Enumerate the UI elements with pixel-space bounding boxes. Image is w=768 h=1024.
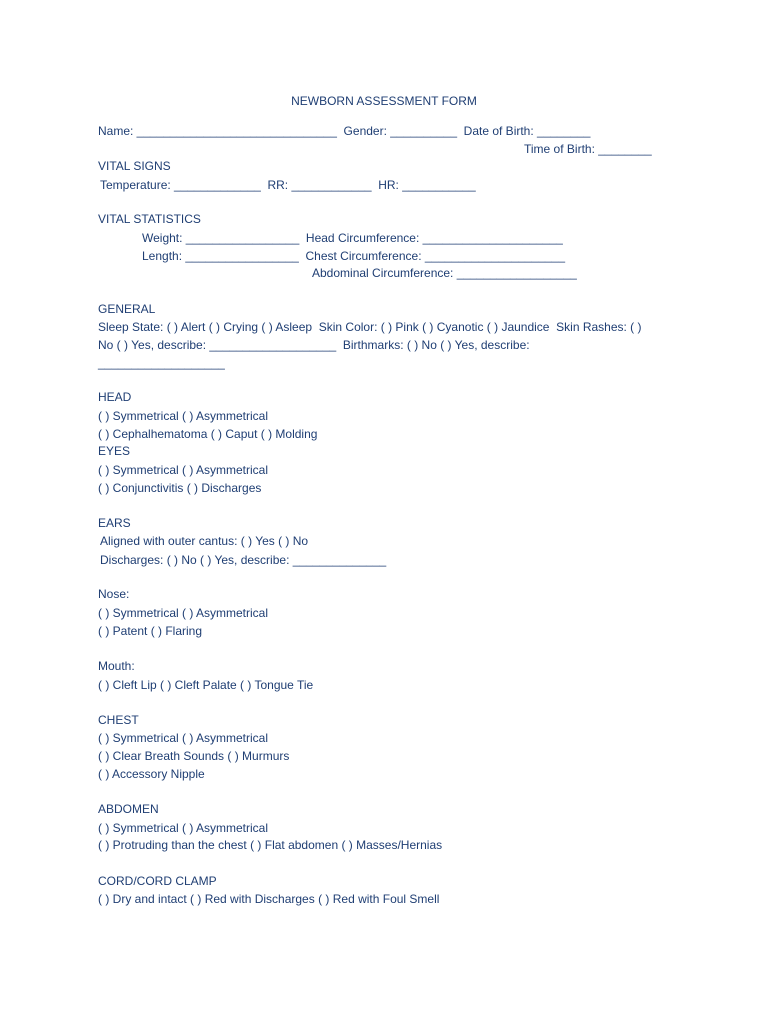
nose-line-1: ( ) Symmetrical ( ) Asymmetrical	[98, 606, 269, 620]
nose-heading: Nose:	[98, 587, 130, 601]
head-heading: HEAD	[98, 390, 132, 404]
cord-line-1: ( ) Dry and intact ( ) Red with Discharges ( ) Red with Foul Smell	[98, 892, 440, 906]
chest-line-1: ( ) Symmetrical ( ) Asymmetrical	[98, 731, 269, 745]
vital-signs-heading: VITAL SIGNS	[98, 159, 171, 173]
vital-statistics-heading: VITAL STATISTICS	[98, 212, 201, 226]
abdomen-line-1: ( ) Symmetrical ( ) Asymmetrical	[98, 821, 269, 835]
general-line-2: No ( ) Yes, describe: ___________________ Birthmarks: ( ) No ( ) Yes, describe:	[98, 338, 530, 352]
ears-line-1: Aligned with outer cantus: ( ) Yes ( ) No	[100, 534, 309, 548]
eyes-line-1: ( ) Symmetrical ( ) Asymmetrical	[98, 463, 269, 477]
mouth-line-1: ( ) Cleft Lip ( ) Cleft Palate ( ) Tongue Tie	[98, 678, 314, 692]
form-title: NEWBORN ASSESSMENT FORM	[291, 94, 477, 108]
ears-line-2: Discharges: ( ) No ( ) Yes, describe: ______________	[100, 553, 387, 567]
vital-signs-line: Temperature: _____________ RR: ____________ HR: ___________	[100, 178, 476, 192]
name-gender-dob-line: Name: ______________________________ Gender: __________ Date of Birth: ________	[98, 124, 591, 138]
ears-heading: EARS	[98, 516, 131, 530]
general-line-1: Sleep State: ( ) Alert ( ) Crying ( ) Asleep Skin Color: ( ) Pink ( ) Cyanotic ( ) Jaundice Skin Rashes: ( )	[98, 320, 642, 334]
general-heading: GENERAL	[98, 302, 156, 316]
eyes-heading: EYES	[98, 444, 131, 458]
chest-line-3: ( ) Accessory Nipple	[98, 767, 205, 781]
abdomen-heading: ABDOMEN	[98, 802, 159, 816]
cord-heading: CORD/CORD CLAMP	[98, 874, 217, 888]
head-line-1: ( ) Symmetrical ( ) Asymmetrical	[98, 409, 269, 423]
time-of-birth-line: Time of Birth: ________	[524, 142, 652, 156]
general-line-3: ___________________	[98, 356, 225, 370]
eyes-line-2: ( ) Conjunctivitis ( ) Discharges	[98, 481, 262, 495]
weight-line: Weight: _________________ Head Circumference: _____________________	[142, 231, 563, 245]
length-line: Length: _________________ Chest Circumference: _____________________	[142, 249, 566, 263]
abdomen-line-2: ( ) Protruding than the chest ( ) Flat abdomen ( ) Masses/Hernias	[98, 838, 443, 852]
abdominal-circumference-line: Abdominal Circumference: __________________	[312, 266, 577, 280]
mouth-heading: Mouth:	[98, 659, 135, 673]
chest-line-2: ( ) Clear Breath Sounds ( ) Murmurs	[98, 749, 290, 763]
chest-heading: CHEST	[98, 713, 139, 727]
nose-line-2: ( ) Patent ( ) Flaring	[98, 624, 203, 638]
head-line-2: ( ) Cephalhematoma ( ) Caput ( ) Molding	[98, 427, 318, 441]
